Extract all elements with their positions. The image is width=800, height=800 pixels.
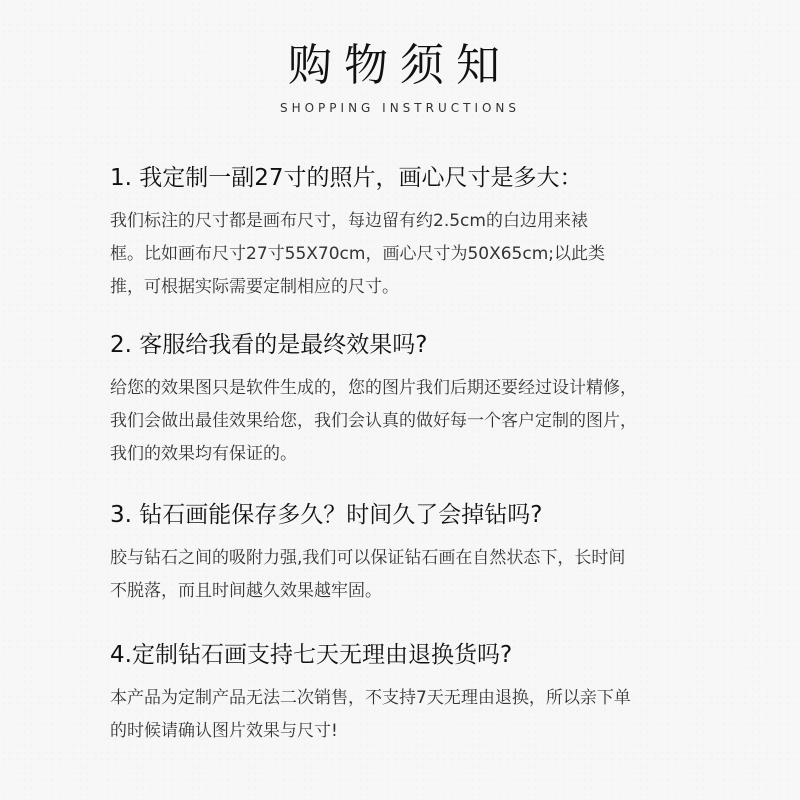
page-subtitle: SHOPPING INSTRUCTIONS [279, 101, 521, 115]
faq-answer-line: 本产品为定制产品无法二次销售，不支持7天无理由退换，所以亲下单 [110, 688, 631, 708]
faq-item [110, 163, 710, 304]
faq-answer-line: 的时候请确认图片效果与尺寸! [110, 721, 338, 741]
faq-answer [110, 542, 710, 608]
faq-answer-line: 我们的效果均有保证的。 [110, 444, 297, 464]
faq-item [110, 330, 710, 471]
faq-item [110, 640, 710, 748]
faq-answer [110, 372, 710, 471]
faq-question: 2. 客服给我看的是最终效果吗? [110, 332, 428, 358]
faq-question: 1. 我定制一副27寸的照片，画心尺寸是多大： [110, 165, 583, 191]
faq-answer-line: 推，可根据实际需要定制相应的尺寸。 [110, 277, 399, 297]
page-title: 购物须知 [288, 40, 512, 91]
faq-answer-line: 我们会做出最佳效果给您，我们会认真的做好每一个客户定制的图片， [110, 411, 637, 431]
faq-question: 4.定制钻石画支持七天无理由退换货吗? [110, 642, 513, 668]
faq-answer [110, 682, 710, 748]
faq-answer-line: 框。比如画布尺寸27寸55X70cm，画心尺寸为50X65cm;以此类 [110, 244, 605, 264]
faq-answer-line: 不脱落，而且时间越久效果越牢固。 [110, 581, 382, 601]
faq-answer-line: 给您的效果图只是软件生成的，您的图片我们后期还要经过设计精修， [110, 378, 637, 398]
faq-item [110, 500, 710, 608]
faq-answer-line: 我们标注的尺寸都是画布尺寸，每边留有约2.5cm的白边用来裱 [110, 211, 588, 231]
faq-answer [110, 205, 710, 304]
faq-question: 3. 钻石画能保存多久？时间久了会掉钻吗? [110, 502, 543, 528]
faq-answer-line: 胶与钻石之间的吸附力强,我们可以保证钻石画在自然状态下，长时间 [110, 548, 626, 568]
